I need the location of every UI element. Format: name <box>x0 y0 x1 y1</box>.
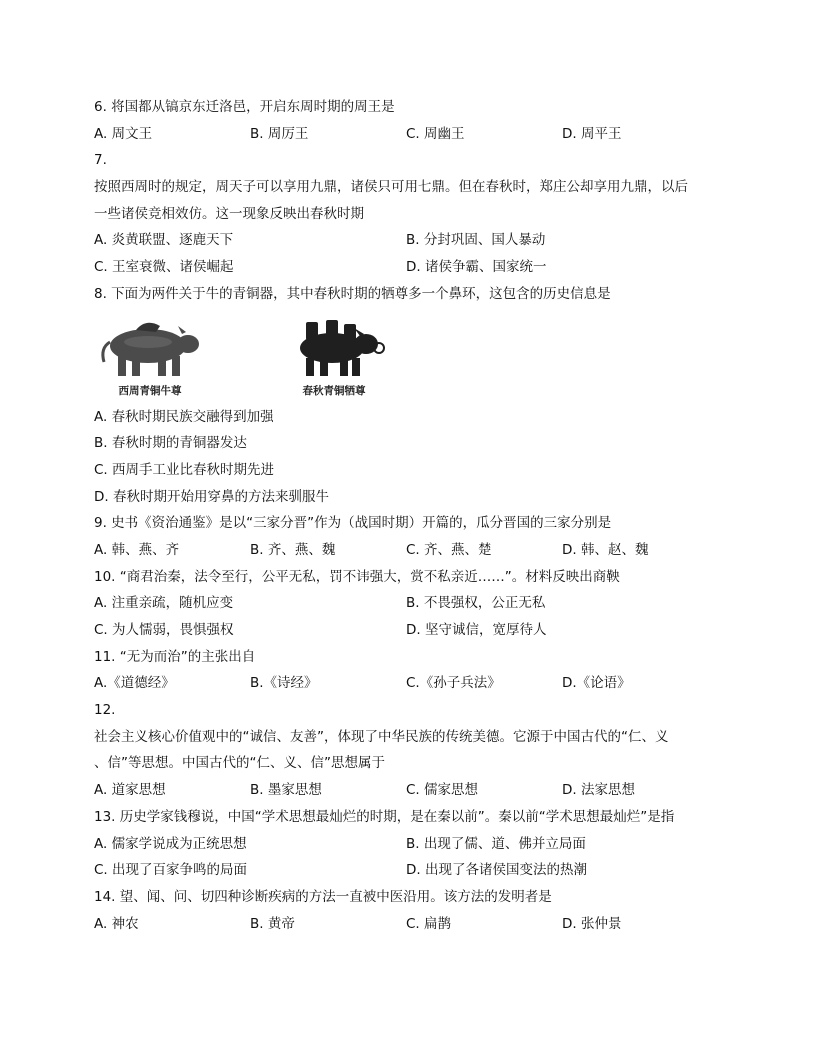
answer-option-B[interactable]: B. 周厉王 <box>250 125 309 142</box>
question-stem-line: 8. 下面为两件关于牛的青铜器，其中春秋时期的牺尊多一个鼻环，这包含的历史信息是 <box>94 285 611 302</box>
answer-option-D[interactable]: D. 韩、赵、魏 <box>562 541 649 558</box>
ox-zun-image <box>98 312 202 382</box>
answer-option-B[interactable]: B. 齐、燕、魏 <box>250 541 336 558</box>
bronze-figure <box>278 312 390 402</box>
answer-option-A[interactable]: A. 春秋时期民族交融得到加强 <box>94 408 274 425</box>
option-row <box>94 121 724 148</box>
answer-option-C[interactable]: C. 出现了百家争鸣的局面 <box>94 862 248 879</box>
option-row <box>94 404 724 431</box>
answer-option-D[interactable]: D. 张仲景 <box>562 915 622 932</box>
answer-option-C[interactable]: C. 王室衰微、诸侯崛起 <box>94 259 234 276</box>
answer-option-C[interactable]: C. 西周手工业比春秋时期先进 <box>94 461 275 478</box>
bronze-figure <box>94 312 206 402</box>
answer-option-B[interactable]: B. 春秋时期的青铜器发达 <box>94 435 247 452</box>
answer-option-B[interactable]: B. 墨家思想 <box>250 782 322 799</box>
exam-page <box>94 94 724 937</box>
answer-option-C[interactable]: C. 为人懦弱，畏惧强权 <box>94 622 234 638</box>
answer-option-C[interactable]: C. 扁鹊 <box>406 915 452 932</box>
answer-option-A[interactable]: A. 炎黄联盟、逐鹿天下 <box>94 232 234 249</box>
answer-option-C[interactable]: C. 周幽王 <box>406 125 465 142</box>
option-row <box>94 484 724 511</box>
option-row <box>94 857 724 884</box>
answer-option-D[interactable]: D. 法家思想 <box>562 782 635 799</box>
answer-option-C[interactable]: C.《孙子兵法》 <box>406 675 501 692</box>
answer-option-A[interactable]: A. 道家思想 <box>94 782 166 799</box>
answer-option-D[interactable]: D. 春秋时期开始用穿鼻的方法来驯服牛 <box>94 488 329 505</box>
question-11 <box>94 644 724 697</box>
question-stem-line: 按照西周时的规定，周天子可以享用九鼎，诸侯只可用七鼎。但在春秋时，郑庄公却享用九鼎，以后 <box>94 179 688 196</box>
question-stem-line: 7. <box>94 152 107 169</box>
question-14 <box>94 884 724 937</box>
answer-option-D[interactable]: D. 诸侯争霸、国家统一 <box>406 259 547 276</box>
xi-zun-image <box>282 312 386 382</box>
question-stem-line: 6. 将国都从镐京东迁洛邑，开启东周时期的周王是 <box>94 99 395 115</box>
option-row <box>94 831 724 858</box>
answer-option-D[interactable]: D. 坚守诚信，宽厚待人 <box>406 622 547 638</box>
option-row <box>94 254 724 281</box>
answer-option-B[interactable]: B. 黄帝 <box>250 915 295 932</box>
question-8 <box>94 281 724 510</box>
question-7 <box>94 147 724 280</box>
option-row <box>94 227 724 254</box>
question-9 <box>94 510 724 563</box>
answer-option-A[interactable]: A. 注重亲疏，随机应变 <box>94 595 234 612</box>
answer-option-C[interactable]: C. 齐、燕、楚 <box>406 541 492 558</box>
question-stem-line: 10. “商君治秦，法令至行，公平无私，罚不讳强大，赏不私亲近……”。材料反映出商鞅 <box>94 568 620 585</box>
option-row <box>94 617 724 644</box>
figure-caption: 春秋青铜牺尊 <box>302 384 366 397</box>
option-row <box>94 670 724 697</box>
question-stem-line: 社会主义核心价值观中的“诚信、友善”，体现了中华民族的传统美德。它源于中国古代的“仁、义 <box>94 728 669 745</box>
answer-option-A[interactable]: A.《道德经》 <box>94 675 175 692</box>
answer-option-A[interactable]: A. 韩、燕、齐 <box>94 541 180 558</box>
question-6 <box>94 94 724 147</box>
answer-option-B[interactable]: B.《诗经》 <box>250 675 318 692</box>
question-10 <box>94 564 724 644</box>
question-stem-line: 、信”等思想。中国古代的“仁、义、信”思想属于 <box>94 755 385 772</box>
question-stem-line: 13. 历史学家钱穆说，中国“学术思想最灿烂的时期，是在秦以前”。秦以前“学术思想最灿烂”是指 <box>94 808 675 825</box>
question-13 <box>94 804 724 884</box>
answer-option-B[interactable]: B. 出现了儒、道、佛并立局面 <box>406 835 586 852</box>
question-stem-line: 12. <box>94 702 116 719</box>
question-stem-line: 11. “无为而治”的主张出自 <box>94 648 256 665</box>
answer-option-D[interactable]: D. 出现了各诸侯国变法的热潮 <box>406 862 587 879</box>
answer-option-C[interactable]: C. 儒家思想 <box>406 782 479 799</box>
answer-option-A[interactable]: A. 儒家学说成为正统思想 <box>94 835 247 852</box>
question-stem-line: 一些诸侯竞相效仿。这一现象反映出春秋时期 <box>94 205 364 222</box>
answer-option-D[interactable]: D.《论语》 <box>562 675 631 692</box>
option-row <box>94 777 724 804</box>
question-12 <box>94 697 724 804</box>
question-stem-line: 14. 望、闻、问、切四种诊断疾病的方法一直被中医沿用。该方法的发明者是 <box>94 888 552 905</box>
answer-option-B[interactable]: B. 不畏强权，公正无私 <box>406 595 546 612</box>
figure-row <box>94 312 724 402</box>
answer-option-A[interactable]: A. 神农 <box>94 915 139 932</box>
answer-option-B[interactable]: B. 分封巩固、国人暴动 <box>406 232 546 249</box>
option-row <box>94 590 724 617</box>
option-row <box>94 457 724 484</box>
option-row <box>94 430 724 457</box>
option-row <box>94 537 724 564</box>
figure-caption: 西周青铜牛尊 <box>118 384 182 397</box>
answer-option-D[interactable]: D. 周平王 <box>562 125 622 142</box>
option-row <box>94 911 724 938</box>
question-stem-line: 9. 史书《资治通鉴》是以“三家分晋”作为（战国时期）开篇的，瓜分晋国的三家分别是 <box>94 515 612 532</box>
answer-option-A[interactable]: A. 周文王 <box>94 125 153 142</box>
